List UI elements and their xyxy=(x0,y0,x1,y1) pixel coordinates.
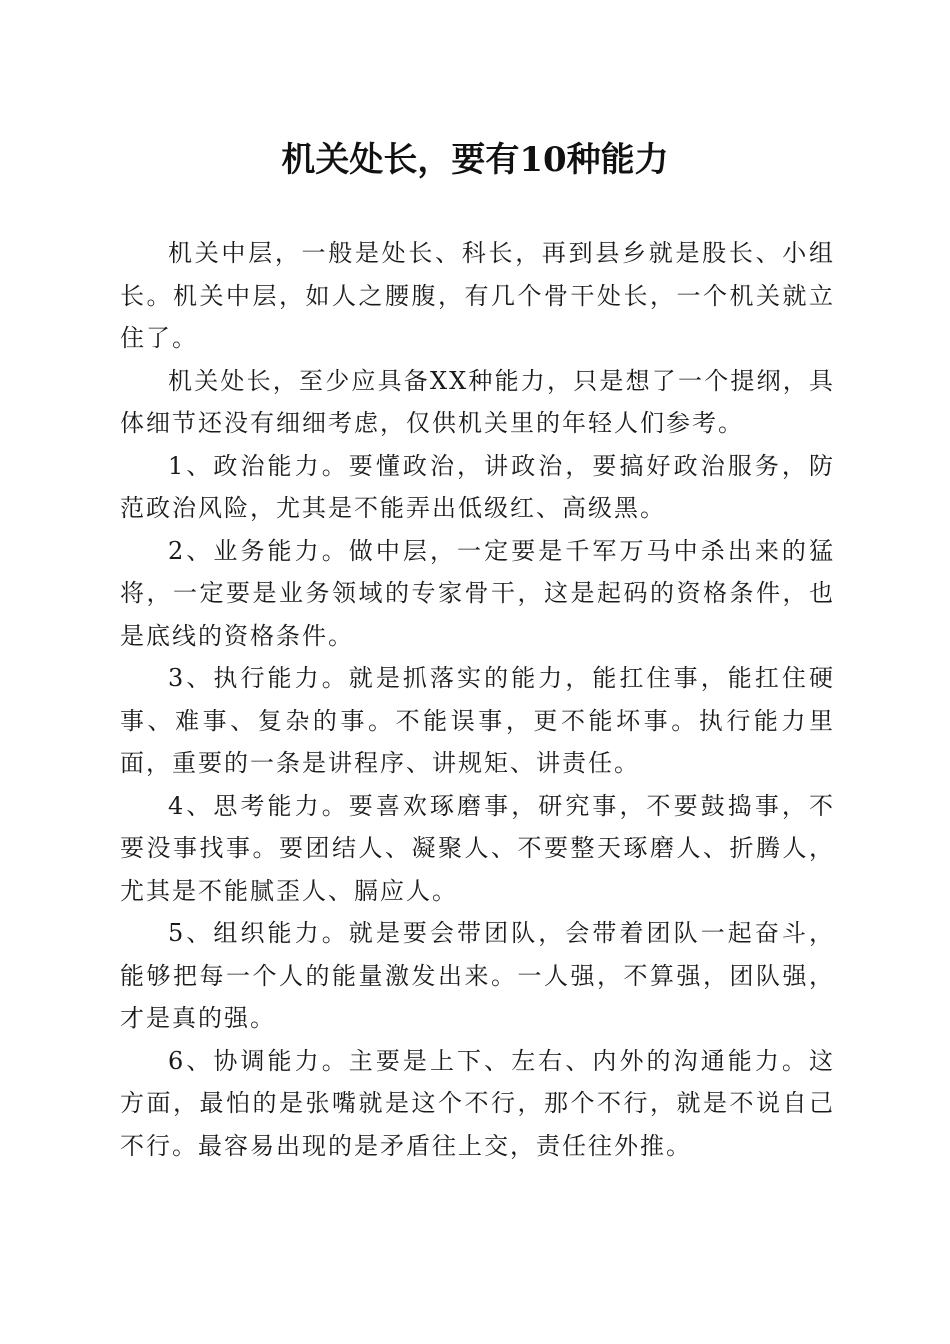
paragraph-business-ability: 2、业务能力。做中层，一定要是千军万马中杀出来的猛将，一定要是业务领域的专家骨干，这是起码的资格条件，也是底线的资格条件。 xyxy=(120,536,835,650)
paragraph-thinking-ability: 4、思考能力。要喜欢琢磨事，研究事，不要鼓捣事，不要没事找事。要团结人、凝聚人、不要整天琢磨人、折腾人，尤其是不能腻歪人、膈应人。 xyxy=(120,791,835,905)
paragraph-organization-ability: 5、组织能力。就是要会带团队，会带着团队一起奋斗，能够把每一个人的能量激发出来。一人强，不算强，团队强，才是真的强。 xyxy=(120,919,835,1032)
paragraph-political-ability: 1、政治能力。要懂政治，讲政治，要搞好政治服务，防范政治风险，尤其是不能弄出低级红、高级黑。 xyxy=(120,451,835,522)
paragraph-outline: 机关处长，至少应具备XX种能力，只是想了一个提纲，具体细节还没有细细考虑，仅供机关里的年轻人们参考。 xyxy=(120,366,835,437)
paragraph-coordination-ability: 6、协调能力。主要是上下、左右、内外的沟通能力。这方面，最怕的是张嘴就是这个不行，那个不行，就是不说自己不行。最容易出现的是矛盾往上交，责任往外推。 xyxy=(120,1046,835,1160)
document-body xyxy=(120,232,835,1167)
paragraph-execution-ability: 3、执行能力。就是抓落实的能力，能扛住事，能扛住硬事、难事、复杂的事。不能误事，更不能坏事。执行能力里面，重要的一条是讲程序、讲规矩、讲责任。 xyxy=(120,664,835,777)
paragraph-intro: 机关中层，一般是处长、科长，再到县乡就是股长、小组长。机关中层，如人之腰腹，有几个骨干处长，一个机关就立住了。 xyxy=(120,239,835,352)
document-title: 机关处长，要有10种能力 xyxy=(281,140,669,180)
